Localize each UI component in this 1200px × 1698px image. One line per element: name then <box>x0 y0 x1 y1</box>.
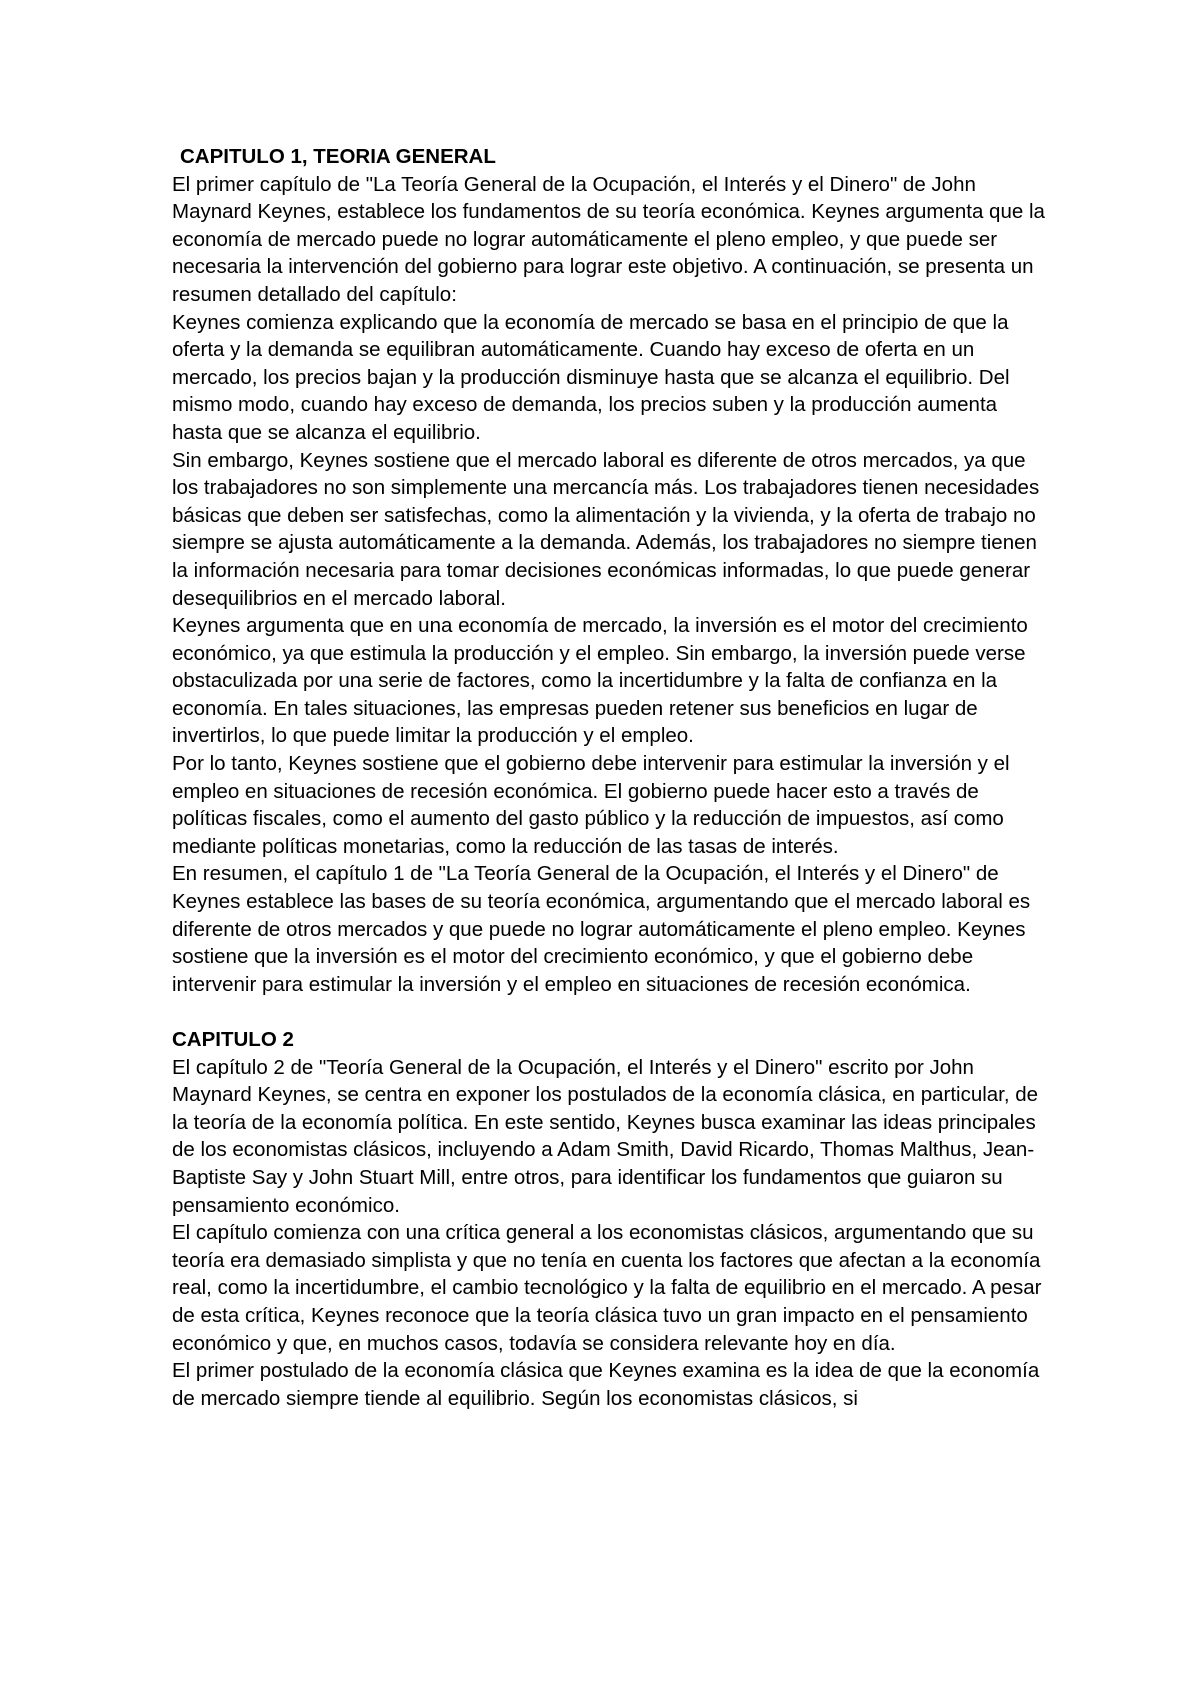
chapter-1-paragraph: Keynes argumenta que en una economía de mercado, la inversión es el motor del crecimiento económico, ya que estimula la producción y el empleo. Sin embargo, la inversión puede verse obstaculizada por una serie de factores, como la incertidumbre y la falta de confianza en la economía. En tales situaciones, las empresas pueden retener sus beneficios en lugar de invertirlos, lo que puede limitar la producción y el empleo. <box>172 614 1028 748</box>
chapter-2-paragraph: El capítulo comienza con una crítica general a los economistas clásicos, argumentando que su teoría era demasiado simplista y que no tenía en cuenta los factores que afectan a la economía real, como la incertidumbre, el cambio tecnológico y la falta de equilibrio en el mercado. A pesar de esta crítica, Keynes reconoce que la teoría clásica tuvo un gran impacto en el pensamiento económico y que, en muchos casos, todavía se considera relevante hoy en día. <box>172 1221 1042 1355</box>
chapter-2-paragraph: El primer postulado de la economía clásica que Keynes examina es la idea de que la economía de mercado siempre tiende al equilibrio. Según los economistas clásicos, si <box>172 1359 1040 1410</box>
chapter-1-paragraph: Por lo tanto, Keynes sostiene que el gobierno debe intervenir para estimular la inversión y el empleo en situaciones de recesión económica. El gobierno puede hacer esto a través de políticas fiscales, como el aumento del gasto público y la reducción de impuestos, así como mediante políticas monetarias, como la reducción de las tasas de interés. <box>172 752 1010 858</box>
chapter-1-paragraph: Sin embargo, Keynes sostiene que el mercado laboral es diferente de otros mercados, ya que los trabajadores no son simplemente una mercancía más. Los trabajadores tienen necesidades básicas que deben ser satisfechas, como la alimentación y la vivienda, y la oferta de trabajo no siempre se ajusta automáticamente a la demanda. Además, los trabajadores no siempre tienen la información necesaria para tomar decisiones económicas informadas, lo que puede generar desequilibrios en el mercado laboral. <box>172 448 1040 610</box>
chapter-1-paragraph: Keynes comienza explicando que la economía de mercado se basa en el principio de que la oferta y la demanda se equilibran automáticamente. Cuando hay exceso de oferta en un mercado, los precios bajan y la producción disminuye hasta que se alcanza el equilibrio. Del mismo modo, cuando hay exceso de demanda, los precios suben y la producción aumenta hasta que se alcanza el equilibrio. <box>172 310 1010 444</box>
section-spacer <box>172 998 1052 1026</box>
chapter-1-paragraph: El primer capítulo de "La Teoría General de la Ocupación, el Interés y el Dinero" de John Maynard Keynes, establece los fundamentos de su teoría económica. Keynes argumenta que la economía de mercado puede no lograr automáticamente el pleno empleo, y que puede ser necesaria la intervención del gobierno para lograr este objetivo. A continuación, se presenta un resumen detallado del capítulo: <box>172 172 1045 306</box>
document-page <box>172 143 1052 1412</box>
chapter-2-paragraph: El capítulo 2 de "Teoría General de la Ocupación, el Interés y el Dinero" escrito por John Maynard Keynes, se centra en exponer los postulados de la economía clásica, en particular, de la teoría de la economía política. En este sentido, Keynes busca examinar las ideas principales de los economistas clásicos, incluyendo a Adam Smith, David Ricardo, Thomas Malthus, Jean-Baptiste Say y John Stuart Mill, entre otros, para identificar los fundamentos que guiaron su pensamiento económico. <box>172 1055 1039 1217</box>
chapter-2-heading: CAPITULO 2 <box>172 1028 294 1051</box>
chapter-1-heading: CAPITULO 1, TEORIA GENERAL <box>180 145 496 168</box>
chapter-1-paragraph: En resumen, el capítulo 1 de "La Teoría General de la Ocupación, el Interés y el Dinero" de Keynes establece las bases de su teoría económica, argumentando que el mercado laboral es diferente de otros mercados y que puede no lograr automáticamente el pleno empleo. Keynes sostiene que la inversión es el motor del crecimiento económico, y que el gobierno debe intervenir para estimular la inversión y el empleo en situaciones de recesión económica. <box>172 862 1031 996</box>
